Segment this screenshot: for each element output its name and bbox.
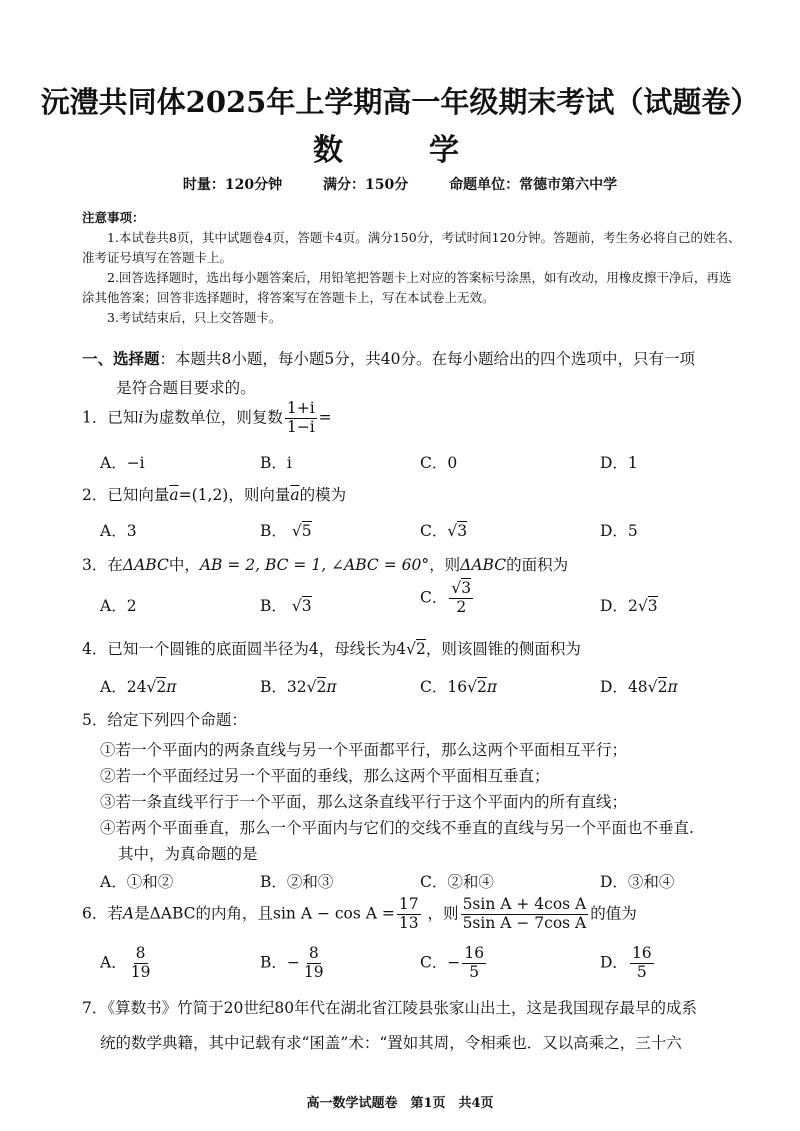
proposition: ②若一个平面经过另一个平面的垂线，那么这两个平面相互垂直； — [100, 767, 550, 785]
option-label: D． — [600, 678, 628, 696]
section-label: 一、选择题 — [82, 349, 160, 368]
subject-title: 数 学 — [313, 133, 487, 168]
coef: 32 — [286, 678, 307, 696]
numerator: 16 — [631, 944, 652, 962]
fraction — [630, 945, 654, 982]
q-text: 2．已知向量 — [82, 486, 170, 504]
question-7-line: 7．《算数书》竹简于20世纪80年代在湖北省江陵县张家山出土，这是我国现存最早的成系 — [82, 999, 698, 1017]
option-a: A．24√2π — [100, 678, 177, 696]
option-label: A． — [100, 678, 127, 696]
section-text: ：本题共8小题，每小题5分，共40分。在每小题给出的四个选项中，只有一项 — [159, 350, 695, 368]
radicand: 2 — [657, 678, 668, 696]
coef: 2 — [627, 597, 638, 615]
denominator: 19 — [303, 962, 324, 981]
radicand: 3 — [301, 597, 312, 615]
option-d — [600, 945, 656, 982]
option-label: B． — [260, 678, 287, 696]
option-d: D．48√2π — [600, 678, 678, 696]
pi: π — [486, 678, 498, 696]
denominator: 2 — [456, 597, 467, 616]
q-text: ，则该圆锥的侧面积为 — [425, 640, 581, 658]
proposition: ①若一个平面内的两条直线与另一个平面都平行，那么这两个平面相互平行； — [100, 741, 628, 759]
question-1 — [82, 400, 332, 437]
page-footer: 高一数学试题卷 第1页 共4页 — [306, 1096, 494, 1111]
question-5-stem: 5．给定下列四个命题： — [82, 711, 247, 729]
pi: π — [326, 678, 337, 696]
option-b: B．32√2π — [260, 678, 337, 696]
option-c — [420, 945, 488, 982]
radicand: 2 — [156, 678, 167, 696]
q-text: 的面积为 — [506, 556, 569, 574]
option-a: A．−i — [100, 454, 145, 472]
fraction — [285, 400, 317, 437]
denominator: 5 — [469, 962, 480, 981]
denominator: 5 — [636, 962, 647, 981]
radicand: 3 — [647, 597, 658, 615]
option-label: A． — [100, 953, 127, 972]
sign: − — [286, 953, 300, 972]
option-d: D．2√3 — [600, 597, 658, 615]
option-b: B．②和③ — [260, 873, 334, 891]
coef: 4 — [396, 640, 407, 658]
fraction — [302, 945, 326, 982]
fraction — [462, 945, 486, 982]
numerator: 5sin A + 4cos A — [462, 895, 587, 913]
section-text-cont: 是符合题目要求的。 — [116, 379, 256, 397]
question-4: 4．已知一个圆锥的底面圆半径为4，母线长为4√2，则该圆锥的侧面积为 — [82, 640, 581, 658]
q-math: AB = 2, BC = 1, ∠ABC = 60° — [199, 556, 430, 574]
option-c: C．16√2π — [420, 678, 498, 696]
q-math: sin A − cos A = — [273, 904, 395, 923]
q-text: ，则 — [429, 556, 461, 574]
q-text: = — [318, 408, 332, 427]
question-6 — [82, 896, 637, 933]
q-text: 是ΔABC的内角，且 — [134, 904, 274, 923]
option-c: C．②和④ — [420, 873, 494, 891]
q-math: A — [122, 904, 135, 923]
option-label: C． — [420, 588, 448, 607]
q-math: ΔABC — [460, 556, 507, 574]
denominator: 1−i — [286, 417, 315, 436]
option-b: B． √5 — [260, 522, 312, 540]
option-d: D．1 — [600, 454, 638, 472]
option-d: D．③和④ — [600, 873, 675, 891]
radicand: 5 — [301, 522, 312, 540]
q-text: ，则向量 — [228, 486, 291, 504]
radicand: 3 — [457, 522, 468, 540]
denominator: 19 — [130, 962, 151, 981]
vector-a: $\overline{a}$ — [169, 486, 179, 504]
fraction — [397, 896, 421, 933]
section-header — [82, 344, 742, 403]
vector-a: $\overline{a}$ — [290, 486, 300, 504]
numerator: 1+i — [286, 399, 315, 417]
option-label: D． — [600, 597, 628, 615]
option-label: B． — [260, 522, 287, 540]
option-b: B．i — [260, 454, 292, 472]
option-b: B． √3 — [260, 597, 312, 615]
proposition: ④若两个平面垂直，那么一个平面内与它们的交线不垂直的直线与另一个平面也不垂直. — [100, 819, 694, 837]
option-a: A．3 — [100, 522, 137, 540]
numerator: √3 — [451, 579, 472, 597]
radicand: 3 — [461, 579, 472, 597]
q-text: 3．在 — [82, 556, 123, 574]
fraction — [129, 945, 153, 982]
option-label: B． — [260, 953, 287, 972]
notes-heading: 注意事项： — [82, 210, 145, 225]
note-item: 3.考试结束后，只上交答题卡。 — [107, 310, 282, 325]
option-a: A．①和② — [100, 873, 174, 891]
radicand: 2 — [477, 678, 487, 696]
coef: 48 — [627, 678, 648, 696]
proposition: ③若一条直线平行于一个平面，那么这条直线平行于这个平面内的所有直线； — [100, 793, 628, 811]
q-text: ，则 — [427, 904, 459, 923]
option-c: C．0 — [420, 454, 458, 472]
denominator: 5sin A − 7cos A — [462, 913, 587, 932]
option-d: D．5 — [600, 522, 638, 540]
numerator: 17 — [398, 895, 419, 913]
q-text: 4．已知一个圆锥的底面圆半径为4，母线长为 — [82, 640, 397, 658]
option-c: C．√3 — [420, 522, 468, 540]
exam-info — [0, 174, 800, 194]
exam-score: 满分：150分 — [323, 177, 409, 193]
q-text: 的值为 — [590, 904, 637, 923]
question-5-tail: 其中，为真命题的是 — [118, 845, 258, 863]
exam-time: 时量：120分钟 — [182, 177, 283, 193]
sign: − — [447, 953, 461, 972]
pi: π — [166, 678, 177, 696]
q-text: 的模为 — [299, 486, 347, 504]
option-a — [100, 945, 154, 982]
numerator: 16 — [464, 944, 485, 962]
option-label: B． — [260, 597, 287, 615]
question-2 — [82, 483, 346, 505]
fraction — [449, 580, 473, 617]
note-item: 1.本试卷共8页，其中试题卷4页，答题卡4页。满分150分，考试时间120分钟。答题前，考生务必将自己的姓名、准考证号填写在答题卡上。 — [82, 230, 741, 265]
option-a: A．2 — [100, 597, 137, 615]
numerator: 8 — [308, 944, 319, 962]
option-label: C． — [420, 953, 448, 972]
q-math: i — [138, 408, 144, 427]
option-label: D． — [600, 953, 628, 972]
denominator: 13 — [398, 913, 419, 932]
notes — [82, 208, 742, 328]
coef: 16 — [447, 678, 468, 696]
q-text: 1．已知 — [82, 408, 139, 427]
coef: 24 — [126, 678, 147, 696]
q-text: 为虚数单位，则复数 — [143, 408, 283, 427]
question-7-line: 统的数学典籍，其中记载有求“囷盖”术：“置如其周，令相乘也．又以高乘之，三十六 — [100, 1034, 682, 1052]
note-item: 2.回答选择题时，选出每小题答案后，用铅笔把答题卡上对应的答案标号涂黑，如有改动，用橡皮擦干净后，再选涂其他答案；回答非选择题时，将答案写在答题卡上，写在本试卷上无效。 — [82, 270, 732, 305]
numerator: 8 — [135, 944, 146, 962]
option-label: C． — [420, 678, 448, 696]
option-b — [260, 945, 328, 982]
q-text: 中， — [168, 556, 200, 574]
pi: π — [667, 678, 678, 696]
exam-title: 沅澧共同体2025年上学期高一年级期末考试（试题卷） — [40, 85, 760, 119]
question-3 — [82, 553, 568, 575]
fraction — [461, 896, 589, 933]
q-text: 6．若 — [82, 904, 123, 923]
option-label: C． — [420, 522, 448, 540]
radicand: 2 — [316, 678, 327, 696]
q-math: =(1,2) — [178, 486, 229, 504]
exam-unit: 命题单位：常德市第六中学 — [449, 177, 618, 193]
q-math: ΔABC — [122, 556, 169, 574]
option-c — [420, 580, 475, 617]
radicand: 2 — [416, 640, 426, 658]
